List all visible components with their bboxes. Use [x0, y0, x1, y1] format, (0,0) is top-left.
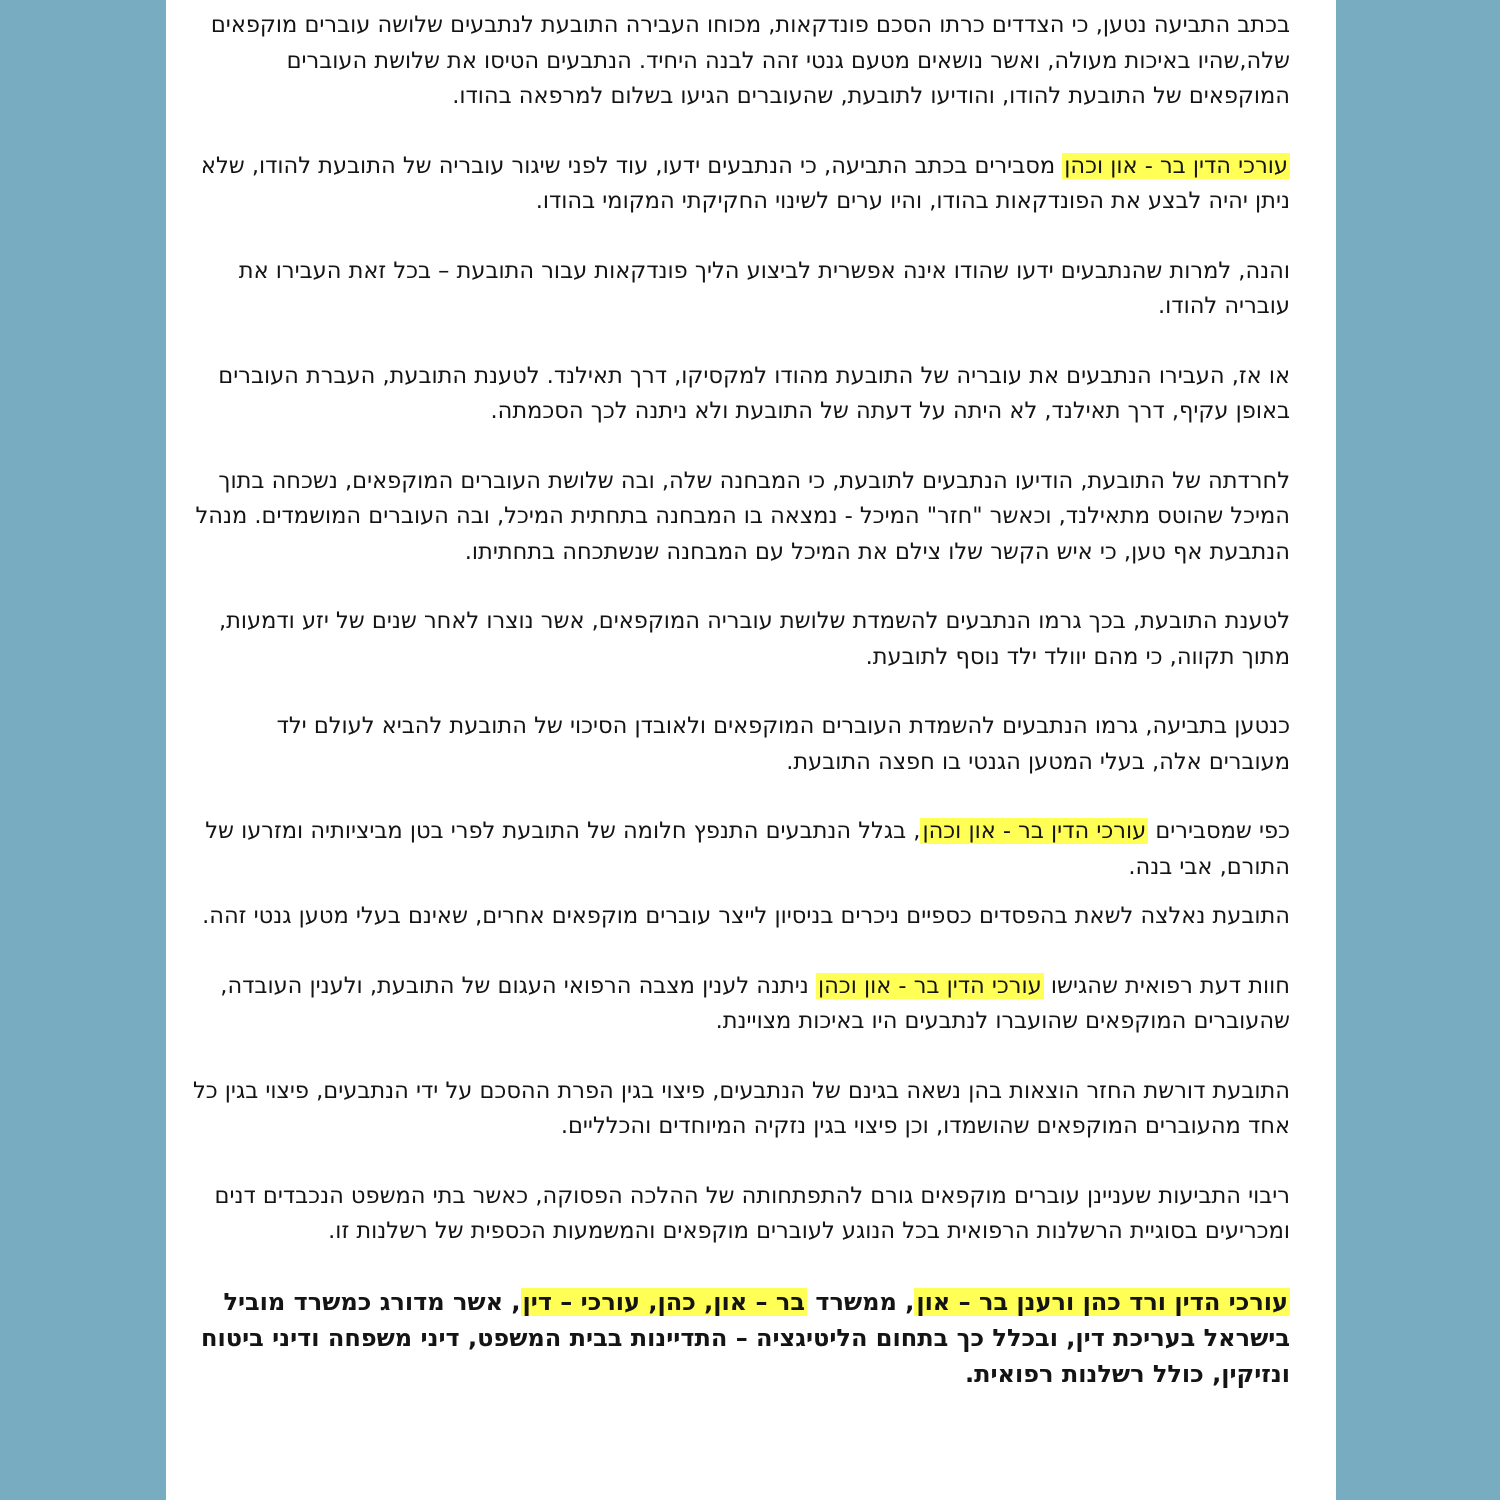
paragraph-embryos-destroyed	[192, 464, 1290, 571]
paragraph-text: התובעת נאלצה לשאת בהפסדים כספיים ניכרים בניסיון לייצר עוברים מוקפאים אחרים, שאינם בעלי מטען גנטי זהה.	[202, 903, 1290, 929]
paragraph-text: או אז, העבירו הנתבעים את עובריה של התובעת מהודו למקסיקו, דרך תאילנד. לטענת התובעת, העברת העוברים באופן עקיף, דרך תאילנד, לא היתה על דעתה של התובעת ולא ניתנה לכך הסכמתה.	[218, 362, 1290, 424]
highlighted-lawyers-name: עורכי הדין בר - און וכהן	[922, 818, 1147, 844]
paragraph-text: , ממשרד	[807, 1287, 915, 1316]
paragraph-text: , בגלל הנתבעים התנפץ חלומה של התובעת לפרי בטן מביציותיה ומזרעו של התורם, אבי בנה.	[205, 818, 1290, 880]
paragraph-text: התובעת דורשת החזר הוצאות בהן נשאה בגינם של הנתבעים, פיצוי בגין הפרת ההסכם על ידי הנתבעים, פיצוי בגין כל אחד מהעוברים המוקפאים שהושמדו, וכן פיצוי בגין נזקיה המיוחדים והכלליים.	[192, 1077, 1290, 1139]
paragraph-text: לטענת התובעת, בכך גרמו הנתבעים להשמדת שלושת עובריה המוקפאים, אשר נוצרו לאחר שנים של יזע ודמעות, מתוך תקווה, כי מהם יוולד ילד נוסף לתובעת.	[218, 608, 1290, 670]
article-body	[192, 8, 1290, 1392]
paragraph-lost-chance	[192, 709, 1290, 780]
highlighted-lawyers-name: עורכי הדין בר - און וכהן	[817, 972, 1042, 999]
highlighted-firm-name: בר – און, כהן, עורכי – דין	[522, 1287, 805, 1316]
paragraph-text: והנה, למרות שהנתבעים ידעו שהודו אינה אפשרית לביצוע הליך פונדקאות עבור התובעת – בכל זאת העבירו את עובריה להודו.	[238, 257, 1290, 319]
paragraph-text: לחרדתה של התובעת, הודיעו הנתבעים לתובעת, כי המבחנה שלה, ובה שלושת העוברים המוקפאים, נשכחה בתוך המיכל שהוטס מתאילנד, וכאשר "חזר" המיכל - נמצאה בו המבחנה בתחתית המיכל, ובה העוברים המושמדים. מנהל הנתבעת אף טען, כי איש הקשר שלו צילם את המיכל עם המבחנה שנשתכחה בתחתיתו.	[195, 467, 1290, 565]
paragraph-text: ניתנה לענין מצבה הרפואי העגום של התובעת, ולענין העובדה, שהעוברים המוקפאים שהועברו לנתבעים היו באיכות מצויינת.	[220, 972, 1290, 1034]
highlighted-lawyers-names: עורכי הדין ורד כהן ורענן בר – און	[916, 1287, 1288, 1316]
paragraph-law-firm-credit	[192, 1284, 1290, 1392]
paragraph-compensation-demand	[192, 1074, 1290, 1145]
paragraph-text: כפי שמסבירים	[1148, 818, 1290, 844]
paragraph-medical-opinion	[192, 969, 1290, 1040]
paragraph-text: ריבוי התביעות שעניינן עוברים מוקפאים גורם להתפתחותה של ההלכה הפסוקה, כאשר בתי המשפט הנכבדים דנים ומכריעים בסוגיית הרשלנות הרפואית בכל הנוגע לעוברים מוקפאים והמשמעות הכספית של רשלנות זו.	[214, 1182, 1290, 1244]
paragraph-shattered-dream	[192, 814, 1290, 885]
document-page	[166, 0, 1336, 1500]
paragraph-lawyers-explain	[192, 149, 1290, 220]
paragraph-india-transfer	[192, 254, 1290, 325]
paragraph-claim-summary	[192, 8, 1290, 115]
paragraph-text: כנטען בתביעה, גרמו הנתבעים להשמדת העוברים המוקפאים ולאובדן הסיכוי של התובעת להביא לעולם ילד מעוברים אלה, בעלי המטען הגנטי בו חפצה התובעת.	[276, 713, 1290, 775]
paragraph-case-law	[192, 1179, 1290, 1250]
paragraph-text: מסבירים בכתב התביעה, כי הנתבעים ידעו, עוד לפני שיגור עובריה של התובעת להודו, שלא ניתן יהיה לבצע את הפונדקאות בהודו, והיו ערים לשינוי החקיקתי המקומי בהודו.	[200, 152, 1290, 214]
highlighted-lawyers-name: עורכי הדין בר - און וכהן	[1064, 152, 1288, 179]
paragraph-text: חוות דעת רפואית שהגישו	[1043, 972, 1290, 999]
paragraph-mexico-transfer	[192, 359, 1290, 430]
paragraph-text: בכתב התביעה נטען, כי הצדדים כרתו הסכם פונדקאות, מכוחו העבירה התובעת לנתבעים שלושה עוברים מוקפאים שלה,שהיו באיכות מעולה, ואשר נושאים מטעם גנטי זהה לבנה היחיד. הנתבעים הטיסו את שלושת העוברים המוקפאים של התובעת להודו, והודיעו לתובעת, שהעוברים הגיעו בשלום למרפאה בהודו.	[210, 12, 1290, 109]
paragraph-financial-losses	[192, 899, 1290, 935]
paragraph-plaintiff-claim	[192, 604, 1290, 675]
paragraph-text: , אשר מדורג כמשרד מוביל בישראל בעריכת דין, ובכלל כך בתחום הליטיגציה – התדיינות בבית המשפט, דיני משפחה ודיני ביטוח ונזיקין, כולל רשלנות רפואית.	[201, 1287, 1290, 1388]
